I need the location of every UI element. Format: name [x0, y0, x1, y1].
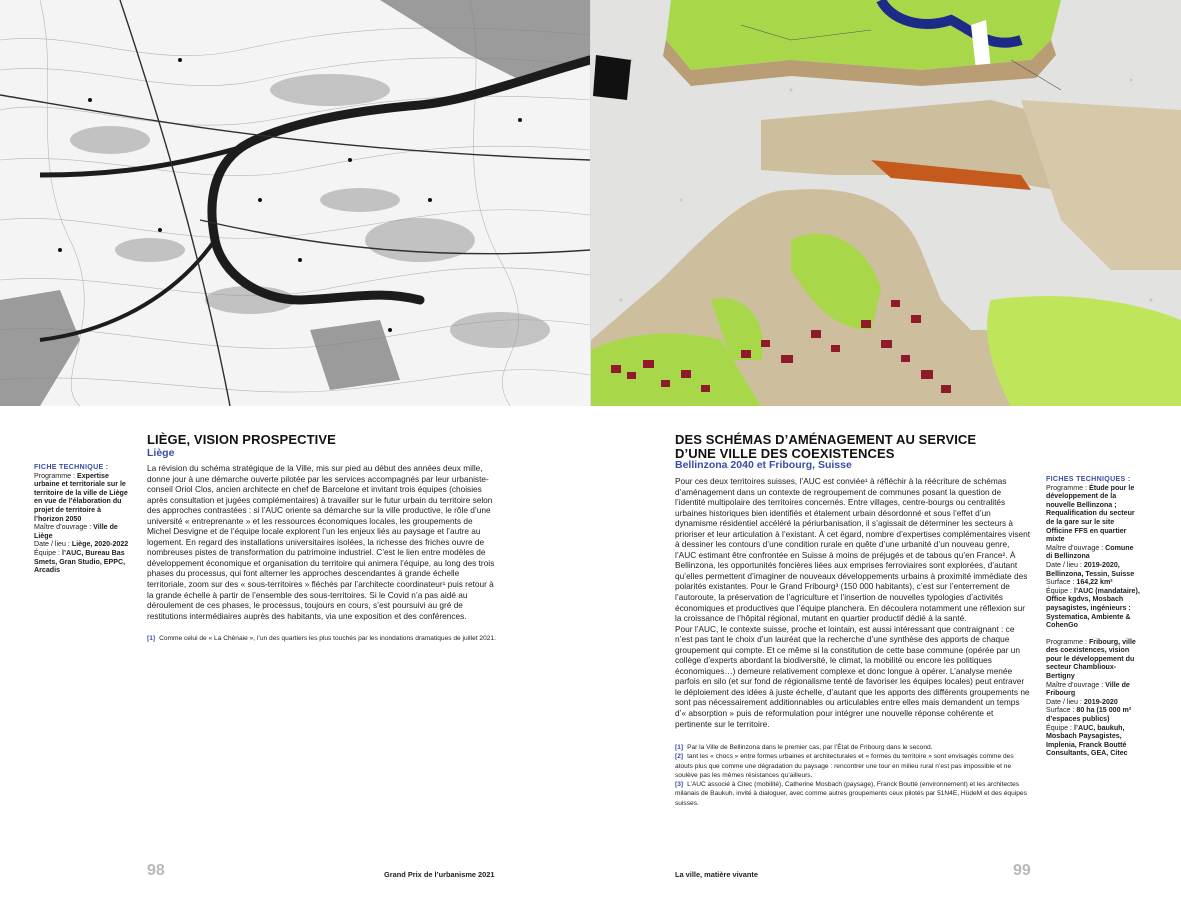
footnotes: [675, 743, 1031, 808]
footnote: [2] tant les « chocs » entre formes urbaines et architecturales et « formes du territoire » sont envisagés comme des atouts plus que comme une dégradation du paysage : rencontrer une tour en milieu rural n’est pas impossible et ne soulève pas les mêmes résistances qu’ailleurs.: [675, 753, 1014, 779]
article-subtitle: Liège: [147, 447, 175, 459]
page-number: 99: [1013, 862, 1031, 879]
body-paragraph: Pour l’AUC, le contexte suisse, proche et lointain, est aussi intéressant que contraignant : ce n’est pas tant le choix d’un lauréat que la recherche d’une synthèse des apports de chaque groupement qui compte. Et ce même si la constitution de cette base commune (opérée par un collège d’experts abordant la biodiversité, le climat, la mobilité ou encore les politiques économiques…) demeure relativement complexe et donc longue à opérer. L’analyse menée parfois en silo (et sur fond de régionalisme tenté de favoriser les équipes locales) peut entraver le déploiement des idées à juste échelle, d’autant que les apports des différents groupements ne sont pas nécessairement additionnables ou articulables entre elles mais demandent un temps d’« absorption » puis de reformulation pour intégrer une nouvelle réponse cohérente et pertinente sur le territoire.: [675, 623, 1030, 729]
bellinzona-model-photo: [591, 0, 1181, 406]
fiche-row: Date / lieu : 2019-2020: [1046, 697, 1118, 706]
fiche-row: Équipe : l’AUC (mandataire), Office kgdvs, Mosbach paysagistes, ingénieurs : Systematica, Ambiente & CohenGo: [1046, 586, 1140, 630]
fiche-row: Maître d’ouvrage : Ville de Fribourg: [1046, 680, 1130, 698]
left-page: [0, 0, 590, 904]
fiche-row: Date / lieu : Liège, 2020-2022: [34, 540, 129, 549]
fiche-row: Programme : Étude pour le développement de la nouvelle Bellinzona ; Requalification du secteur de la gare sur le site Officine FFS en quartier mixte: [1046, 483, 1135, 544]
fiche-row: Surface : 80 ha (15 000 m² d’espaces publics): [1046, 706, 1132, 724]
body-paragraph: La révision du schéma stratégique de la Ville, mis sur pied au début des années deux mille, donne jour à une démarche ouverte pilotée par les services accompagnés par leur urbaniste-conseil Oriol Clos, ancien architecte en chef de Barcelone et invitant trois équipes (choisies après consultation et jugées complémentaires) à travailler sur le futur urbain du territoire selon des approches contrastées : si l’AUC oriente sa démarche sur la ville productive, le rôle d’une université « entreprenante » et les ressources économiques locales, les groupements de Michel Desvigne et de l’équipe locale explorent l’un les enjeux liés au paysage et l’autre au logement. En regard des installations universitaires isolées, la richesse des friches ouvre de nombreuses pistes de transformation du patrimoine industriel. C’est le lien entre modèles de développement économique et organisation du territoire qui animera l’équipe, au long des trois phases du processus, qui font alterner les approches descendantes à grande échelle territoriale, zoom sur des « sous-territoires » fléchés par l’architecte coordinateur¹ puis retour à la grande échelle à partir de l’ensemble des sous-territoires. Si le Covid n’a pas aidé au déroulement de ces phases, le processus, toujours en cours, s’est poursuivi au gré de restitutions intermédiaires auprès des habitants, via une exposition et des conférences.: [147, 463, 495, 621]
title-line: D’UNE VILLE DES COEXISTENCES: [675, 446, 895, 461]
fiches-techniques: [1046, 475, 1141, 758]
body-paragraph: Pour ces deux territoires suisses, l’AUC est conviée¹ à réfléchir à la réécriture de schémas d’aménagement dans un contexte de regroupement de communes posant la question de l’identité multipolaire des territoires concernés. Entre villages, centre-bourgs ou centralités urbaines historiques bien identifiés et étalement urbain désordonné et sous l’effet d’un dynamisme résidentiel accéléré la périurbanisation, il s’agissait de déterminer les secteurs à prioriser et leur articulation à l’existant. À cet égard, nombre d’expertises complémentaires visent à dessiner les contours d’une condition rurale en quête d’une urbanité d’un nouveau genre, l’AUC estimant être confrontée en Suisse à moins de préjugés et de tabous qu’en France². À Bellinzona, les opportunités foncières liées aux emprises ferroviaires sont explorées, d’autant qu’elles permettent d’imaginer de nouveaux développements urbains à proximité immédiate des polarités existantes. Pour le Grand Fribourg³ (150 000 habitants), c’est sur l’enterrement de l’autoroute, la préservation de l’agriculture et l’insertion de nouvelles typologies d’activités économiques et productives que l’équipe planchera. En découlera notamment une réflexion sur la croissance de l’hôpital régional, mutant en quartier productif dédié à la santé.: [675, 476, 1031, 624]
liege-map-image: [0, 0, 590, 406]
right-page: [591, 0, 1181, 904]
article-body: [147, 463, 497, 621]
fiche-row: Programme : Fribourg, ville des coexistences, vision pour le développement du secteur Chamblioux-Bertigny: [1046, 637, 1136, 681]
fiche-row: Équipe : l’AUC, baukuh, Mosbach Paysagistes, Implenia, Franck Boutté Consultants, GEA, Citec: [1046, 723, 1128, 758]
article-title: LIÈGE, VISION PROSPECTIVE: [147, 432, 336, 447]
fiche-row: Maître d’ouvrage : Comune di Bellinzona: [1046, 543, 1134, 561]
fiche-row: Programme : Expertise urbaine et territoriale sur le territoire de la ville de Liège en vue de l’élaboration du projet de territoire à l’horizon 2050: [34, 471, 128, 523]
article-title: [675, 433, 976, 461]
fiche-row: Surface : 164,22 km²: [1046, 578, 1113, 587]
fiche-row: Équipe : l’AUC, Bureau Bas Smets, Gran Studio, EPPC, Arcadis: [34, 548, 126, 575]
page-number: 98: [147, 862, 165, 879]
article-subtitle: Bellinzona 2040 et Fribourg, Suisse: [675, 459, 852, 471]
spacer: [1046, 630, 1141, 638]
fiche-heading: FICHE TECHNIQUE :: [34, 463, 109, 471]
fiche-technique-liege: [34, 463, 130, 575]
fiche-row: Maître d’ouvrage : Ville de Liège: [34, 523, 118, 540]
article-body: [675, 476, 1031, 729]
fiche-heading: FICHES TECHNIQUES :: [1046, 475, 1131, 483]
running-head: Grand Prix de l’urbanisme 2021: [384, 870, 495, 879]
fiche-row: Date / lieu : 2019-2020, Bellinzona, Tessin, Suisse: [1046, 560, 1135, 578]
running-head: La ville, matière vivante: [675, 870, 758, 879]
footnote: [3] L’AUC associé à Citec (mobilité), Catherine Mosbach (paysage), Franck Boutté (environnement) et les architectes milanais de Baukuh, invité à dialoguer, avec comme autres groupements ceux pilotés par 51N4E, HüdeM et des équipes suisses.: [675, 781, 1027, 807]
footnote: [1] Par la Ville de Bellinzona dans le premier cas, par l’État de Fribourg dans le second.: [675, 744, 933, 751]
footnote: [1] Comme celui de « La Chênaie », l’un des quartiers les plus touchés par les inondations dramatiques de juillet 2021.: [147, 635, 496, 642]
title-line: DES SCHÉMAS D’AMÉNAGEMENT AU SERVICE: [675, 432, 977, 447]
footnotes: [147, 634, 497, 643]
